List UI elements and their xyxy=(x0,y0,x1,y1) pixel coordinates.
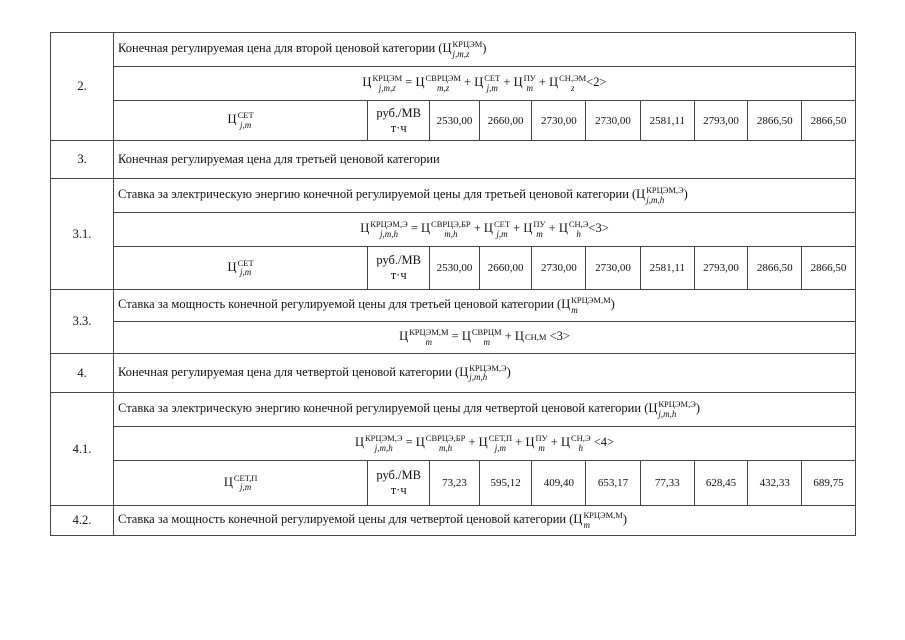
title-close: ) xyxy=(610,297,615,312)
formula-eq: = xyxy=(448,329,462,344)
value-cell: 2730,00 xyxy=(586,101,641,141)
title-close: ) xyxy=(695,401,701,416)
formula-plus: + xyxy=(512,435,526,450)
section-number: 2. xyxy=(51,33,114,141)
formula-eq: = xyxy=(407,221,422,236)
formula-sup: ПУ xyxy=(523,73,536,84)
formula-sub: m,h xyxy=(438,442,453,453)
formula-plus: + xyxy=(501,329,515,344)
formula-2 xyxy=(114,67,856,101)
section-number: 4. xyxy=(51,354,114,393)
title-text: Ставка за мощность конечной регулируемой цены для третьей ценовой категории ( xyxy=(118,297,562,312)
param-base: Ц xyxy=(227,259,237,274)
formula-sup: ПУ xyxy=(535,433,548,444)
title-symbol: Ц xyxy=(636,187,646,202)
formula-row xyxy=(51,322,856,354)
title-text: Ставка за электрическую энергию конечной регулируемой цены для четвертой ценовой категории ( xyxy=(118,401,649,416)
value-cell: 2730,00 xyxy=(532,247,586,290)
formula-row xyxy=(51,67,856,101)
formula-sup: СН,Э xyxy=(568,219,589,230)
title-symbol: Ц xyxy=(442,41,452,56)
formula-eq: = xyxy=(402,75,416,90)
title-sup: КРЦЭМ,Э xyxy=(646,185,684,196)
section-4-title xyxy=(114,354,856,393)
formula-plus: + xyxy=(465,435,479,450)
formula-term: Ц xyxy=(461,329,471,344)
formula-sup: СЕТ xyxy=(484,73,501,84)
formula-term: Ц xyxy=(415,75,425,90)
title-sub: m xyxy=(571,304,578,315)
param-sup: СЕТ,П xyxy=(233,472,258,483)
value-cell: 2793,00 xyxy=(694,247,748,290)
formula-3 xyxy=(114,213,856,247)
value-cell: 409,40 xyxy=(532,461,586,506)
section-3-title: Конечная регулируемая цена для третьей ценовой категории xyxy=(114,141,856,179)
formula-sup: СН,ЭМ xyxy=(559,73,587,84)
unit-cell xyxy=(368,101,430,141)
formula-sup: СЕТ xyxy=(493,219,511,230)
formula-sub: j,m xyxy=(496,228,508,239)
formula-row xyxy=(51,213,856,247)
formula-3-3 xyxy=(114,322,856,354)
values-row xyxy=(51,247,856,290)
value-cell: 2581,11 xyxy=(640,247,694,290)
param-sup: СЕТ xyxy=(237,110,254,121)
formula-plus: + xyxy=(460,75,475,90)
formula-sup: СВРЦЭ,БР xyxy=(431,219,471,230)
section-4-2-row xyxy=(51,506,856,536)
formula-eq: = xyxy=(402,435,416,450)
section-3-1-row xyxy=(51,179,856,213)
formula-sub: j,m xyxy=(494,442,507,453)
section-3-3-row xyxy=(51,290,856,322)
title-sup: КРЦЭМ,Э xyxy=(658,399,696,410)
formula-term: Ц xyxy=(549,75,559,90)
formula-sub: h xyxy=(576,228,581,239)
formula-tag: <3> xyxy=(588,221,609,236)
value-cell: 2866,50 xyxy=(802,247,856,290)
formula-term: Ц xyxy=(474,75,484,90)
value-cell: 73,23 xyxy=(430,461,480,506)
title-symbol: Ц xyxy=(648,401,658,416)
formula-tag: <3> xyxy=(546,329,570,344)
formula-sub: m xyxy=(526,82,533,93)
formula-sub: m xyxy=(536,228,543,239)
formula-plus: + xyxy=(547,435,561,450)
formula-sup: КРЦЭМ xyxy=(372,73,403,84)
formula-sub: m,z xyxy=(437,82,450,93)
section-4-1-title xyxy=(114,393,856,427)
tariff-table xyxy=(50,32,856,536)
value-cell: 2866,50 xyxy=(748,101,802,141)
formula-sub: j,m,h xyxy=(374,442,393,453)
unit-line2: т·ч xyxy=(390,120,407,135)
value-cell: 2581,11 xyxy=(640,101,694,141)
title-sub: j,m,z xyxy=(452,48,470,59)
value-cell: 653,17 xyxy=(586,461,641,506)
unit-line1: руб./МВ xyxy=(376,253,421,267)
formula-sub: m xyxy=(538,442,545,453)
section-number: 3.1. xyxy=(51,179,114,290)
section-4-1-row xyxy=(51,393,856,427)
formula-term: Ц xyxy=(478,435,488,450)
formula-term: Ц xyxy=(513,75,523,90)
formula-sub: m xyxy=(425,336,433,347)
formula-sup: СВРЦМ xyxy=(471,327,502,338)
title-sup: КРЦЭМ,Э xyxy=(469,362,507,373)
unit-line1: руб./МВ xyxy=(376,468,421,482)
unit-line2: т·ч xyxy=(390,268,407,282)
param-symbol xyxy=(114,101,368,141)
value-cell: 2660,00 xyxy=(479,247,532,290)
formula-sub: j,m,h xyxy=(379,228,398,239)
formula-term: Ц xyxy=(421,221,431,236)
title-sup: КРЦЭМ,М xyxy=(571,295,611,306)
title-text: Конечная регулируемая цена для второй ценовой категории ( xyxy=(118,41,443,56)
title-sup: КРЦЭМ xyxy=(452,39,483,50)
param-sub: j,m xyxy=(239,119,252,130)
formula-sup: СВРЦЭМ xyxy=(425,73,461,84)
title-close: ) xyxy=(482,41,487,56)
title-text: Ставка за мощность конечной регулируемой цены для четвертой ценовой категории ( xyxy=(118,512,574,527)
formula-term: Ц xyxy=(525,435,535,450)
section-number: 4.1. xyxy=(51,393,114,506)
title-symbol: Ц xyxy=(459,364,469,379)
formula-plus: + xyxy=(470,221,484,236)
value-cell: 595,12 xyxy=(479,461,532,506)
section-2-title xyxy=(114,33,856,67)
formula-term: Ц xyxy=(514,329,524,344)
value-cell: 689,75 xyxy=(802,461,856,506)
title-close: ) xyxy=(683,187,688,202)
formula-lhs: Ц xyxy=(354,435,364,450)
formula-plus: + xyxy=(535,75,550,90)
title-close: ) xyxy=(506,364,511,379)
title-symbol: Ц xyxy=(573,512,583,527)
value-cell: 2866,50 xyxy=(802,101,856,141)
unit-cell xyxy=(368,247,430,290)
section-4-2-title xyxy=(114,506,856,536)
formula-sup: СВРЦЭ,БР xyxy=(425,433,466,444)
formula-sub: j,m,z xyxy=(378,82,396,93)
formula-lhs: Ц xyxy=(399,329,409,344)
formula-sup: СН,Э xyxy=(571,433,591,444)
formula-lhs: Ц xyxy=(362,75,372,90)
formula-sub: j,m xyxy=(486,82,498,93)
section-2-row xyxy=(51,33,856,67)
section-4-row xyxy=(51,354,856,393)
unit-cell xyxy=(368,461,430,506)
param-sub: j,m xyxy=(239,482,252,493)
value-cell: 2530,00 xyxy=(430,101,480,141)
title-sub: j,m,h xyxy=(469,372,488,383)
title-sub: j,m,h xyxy=(646,194,665,205)
section-number: 3.3. xyxy=(51,290,114,354)
unit-line1: руб./МВ xyxy=(376,105,421,120)
param-base: Ц xyxy=(223,474,233,489)
title-sup: КРЦЭМ,М xyxy=(583,510,623,521)
formula-plus: + xyxy=(545,221,559,236)
title-sub: j,m,h xyxy=(658,408,677,419)
param-symbol xyxy=(114,461,368,506)
formula-term: Ц xyxy=(415,435,425,450)
section-number: 4.2. xyxy=(51,506,114,536)
formula-4 xyxy=(114,427,856,461)
value-cell: 2530,00 xyxy=(430,247,480,290)
title-symbol: Ц xyxy=(561,297,571,312)
value-cell: 628,45 xyxy=(694,461,748,506)
formula-sup: КРЦЭМ,Э xyxy=(364,433,403,444)
section-3-row xyxy=(51,141,856,179)
title-close: ) xyxy=(622,512,627,527)
formula-plus: + xyxy=(500,75,514,90)
values-row xyxy=(51,461,856,506)
formula-tag: <4> xyxy=(590,435,615,450)
value-cell: 77,33 xyxy=(640,461,694,506)
formula-tag: <2> xyxy=(586,75,607,90)
formula-sub: z xyxy=(570,82,575,93)
formula-sub: m,h xyxy=(444,228,458,239)
value-cell: 2730,00 xyxy=(532,101,586,141)
formula-term: Ц xyxy=(483,221,493,236)
formula-sup: СН,М xyxy=(524,331,547,342)
param-sup: СЕТ xyxy=(237,257,254,268)
formula-sup: КРЦЭМ,Э xyxy=(370,219,408,230)
formula-row xyxy=(51,427,856,461)
section-3-3-title xyxy=(114,290,856,322)
formula-plus: + xyxy=(510,221,524,236)
value-cell: 2730,00 xyxy=(586,247,641,290)
formula-sub: m xyxy=(483,336,490,347)
title-text: Конечная регулируемая цена для четвертой ценовой категории ( xyxy=(118,364,460,379)
param-sub: j,m xyxy=(239,267,252,278)
values-row xyxy=(51,101,856,141)
title-text: Ставка за электрическую энергию конечной регулируемой цены для третьей ценовой категории ( xyxy=(118,187,637,202)
title-sub: m xyxy=(583,519,590,530)
section-number: 3. xyxy=(51,141,114,179)
formula-sub: h xyxy=(578,442,584,453)
formula-sup: СЕТ,П xyxy=(488,433,513,444)
section-3-1-title xyxy=(114,179,856,213)
unit-line2: т·ч xyxy=(390,483,407,497)
formula-sup: КРЦЭМ,М xyxy=(409,327,449,338)
formula-sup: ПУ xyxy=(533,219,546,230)
param-symbol xyxy=(114,247,368,290)
value-cell: 2866,50 xyxy=(748,247,802,290)
formula-term: Ц xyxy=(560,435,571,450)
formula-lhs: Ц xyxy=(360,221,370,236)
formula-term: Ц xyxy=(523,221,533,236)
formula-term: Ц xyxy=(558,221,568,236)
param-base: Ц xyxy=(227,112,237,127)
value-cell: 432,33 xyxy=(748,461,802,506)
value-cell: 2793,00 xyxy=(694,101,748,141)
value-cell: 2660,00 xyxy=(479,101,532,141)
